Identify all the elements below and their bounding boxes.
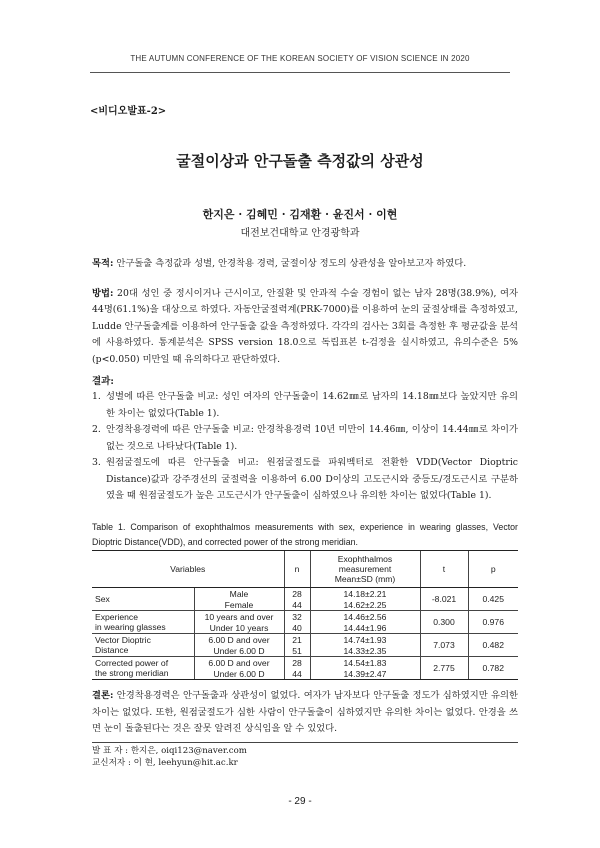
variable-label-line2: Distance xyxy=(95,645,129,655)
variable-label: Experience xyxy=(95,612,138,622)
result-item-text: 성별에 따른 안구돌출 비교: 성인 여자의 안구돌출이 14.62㎜로 남자의 14.18㎜보다 높았지만 유의한 차이는 없었다(Table 1). xyxy=(106,391,518,419)
corresponding-footnote: 교신저자 : 이 현, leehyun@hit.ac.kr xyxy=(92,758,238,768)
p-cell: 0.425 xyxy=(468,588,518,611)
conclusion-heading: 결론: xyxy=(92,690,114,701)
level-cell: Male xyxy=(194,588,284,600)
conclusion-section xyxy=(92,688,518,738)
level-cell: Under 6.00 D xyxy=(194,645,284,657)
n-cell: 28 xyxy=(284,588,310,600)
variable-cell xyxy=(92,657,194,680)
n-cell: 51 xyxy=(284,645,310,657)
authors: 한지은 · 김혜민 · 김재환 · 윤진서 · 이현 xyxy=(202,208,398,221)
level-cell: Under 10 years xyxy=(194,622,284,634)
t-cell: 0.300 xyxy=(420,611,468,634)
mean-cell: 14.39±2.47 xyxy=(310,668,420,680)
table-row xyxy=(92,611,518,623)
results-heading: 결과: xyxy=(92,376,114,387)
result-item-text: 원점굴절도에 따른 안구돌출 비교: 원점굴절도를 파워벡터로 전환한 VDD(Vector Dioptric Distance)값과 강주경선의 굴절력을 이용하여 6.00 D이상의 고도근시와 중등도/경도근시로 구분하였을 때 원점굴절도가 높은 고도근시가 안구돌출이 심하였으나 유의한 차이는 없었다(Table 1). xyxy=(106,457,518,502)
affiliation: 대전보건대학교 안경광학과 xyxy=(240,228,360,239)
p-cell: 0.482 xyxy=(468,634,518,657)
result-item-2 xyxy=(92,422,518,455)
variable-label: Corrected power of xyxy=(95,658,169,668)
table-row xyxy=(92,588,518,600)
mean-cell: 14.33±2.35 xyxy=(310,645,420,657)
result-item-text: 안경착용경력에 따른 안구돌출 비교: 안경착용경력 10년 미만이 14.46㎜, 이상이 14.44㎜로 차이가 없는 것으로 나타났다(Table 1). xyxy=(106,424,518,452)
page-number: - 29 - xyxy=(288,796,312,807)
mean-cell: 14.44±1.96 xyxy=(310,622,420,634)
n-cell: 44 xyxy=(284,668,310,680)
method-section xyxy=(92,286,518,368)
n-cell: 40 xyxy=(284,622,310,634)
p-cell: 0.782 xyxy=(468,657,518,680)
variable-label-line2: the strong meridian xyxy=(95,668,169,678)
variable-cell xyxy=(92,588,194,611)
variable-label-line2: in wearing glasses xyxy=(95,622,166,632)
p-cell: 0.976 xyxy=(468,611,518,634)
level-cell: 6.00 D and over xyxy=(194,657,284,669)
purpose-text: 안구돌출 측정값과 성별, 안경착용 경력, 굴절이상 정도의 상관성을 알아보고자 하였다. xyxy=(113,258,467,269)
presenter-footnote: 발 표 자 : 한지은, oiqi123@naver.com xyxy=(92,746,247,756)
level-cell: Under 6.00 D xyxy=(194,668,284,680)
purpose-section xyxy=(92,256,518,272)
level-cell: 10 years and over xyxy=(194,611,284,623)
header-exo-line1: Exophthalmos xyxy=(337,554,393,564)
mean-cell: 14.46±2.56 xyxy=(310,611,420,623)
n-cell: 44 xyxy=(284,599,310,611)
table-row xyxy=(92,634,518,646)
conclusion-text: 안경착용경력은 안구돌출과 상관성이 없었다. 여자가 남자보다 안구돌출 정도가 심하였지만 유의한 차이는 없었다. 또한, 원점굴절도가 심한 사람이 안구돌출이 심하였지만 유의한 차이는 없었다. 안경을 쓰면 눈이 돌출된다는 것은 잘못 알려진 상식임을 알 수 있었다. xyxy=(92,690,518,735)
header-exo-line2: measurement xyxy=(338,564,392,574)
mean-cell: 14.18±2.21 xyxy=(310,588,420,600)
variable-label: Vector Dioptric xyxy=(95,635,151,645)
variable-cell xyxy=(92,611,194,634)
result-item-3 xyxy=(92,455,518,505)
t-cell: -8.021 xyxy=(420,588,468,611)
level-cell: Female xyxy=(194,599,284,611)
comparison-table xyxy=(92,550,518,680)
level-cell: 6.00 D and over xyxy=(194,634,284,646)
mean-cell: 14.74±1.93 xyxy=(310,634,420,646)
header-t: t xyxy=(420,551,468,588)
paper-title: 굴절이상과 안구돌출 측정값의 상관성 xyxy=(176,152,424,170)
header-n: n xyxy=(284,551,310,588)
result-item-number: 1. xyxy=(92,391,101,402)
t-cell: 7.073 xyxy=(420,634,468,657)
header-variables: Variables xyxy=(92,551,284,588)
header-exophthalmos xyxy=(310,551,420,588)
n-cell: 28 xyxy=(284,657,310,669)
purpose-heading: 목적: xyxy=(92,258,114,269)
n-cell: 21 xyxy=(284,634,310,646)
result-item-1 xyxy=(92,389,518,422)
method-heading: 방법: xyxy=(92,288,114,299)
variable-label: Sex xyxy=(95,594,110,604)
header-exo-line3: Mean±SD (mm) xyxy=(334,574,396,584)
table-row xyxy=(92,657,518,669)
footnote-separator xyxy=(92,742,518,743)
result-item-number: 2. xyxy=(92,424,101,435)
session-label: <비디오발표-2> xyxy=(90,106,167,117)
conference-header: THE AUTUMN CONFERENCE OF THE KOREAN SOCIETY OF VISION SCIENCE IN 2020 xyxy=(130,54,470,63)
n-cell: 32 xyxy=(284,611,310,623)
mean-cell: 14.54±1.83 xyxy=(310,657,420,669)
result-item-number: 3. xyxy=(92,457,101,468)
header-p: p xyxy=(468,551,518,588)
variable-cell xyxy=(92,634,194,657)
mean-cell: 14.62±2.25 xyxy=(310,599,420,611)
method-text: 20대 성인 중 정시이거나 근시이고, 안질환 및 안과적 수술 경험이 없는 남자 28명(38.9%), 여자 44명(61.1%)을 대상으로 하였다. 자동안굴절력계(PRK-7000)를 이용하여 눈의 굴절상태를 측정하였고, Ludde 안구돌출계를 이용하여 안구돌출 값을 측정하였다. 각각의 검사는 3회를 측정한 후 평균값을 분석에 사용하였다. 통계분석은 SPSS version 18.0으로 독립표본 t-검정을 실시하였고, 유의수준은 5%(p<0.050) 미만일 때 유의하다고 판단하였다. xyxy=(92,288,518,365)
t-cell: 2.775 xyxy=(420,657,468,680)
header-rule xyxy=(90,72,510,73)
table-header-row xyxy=(92,551,518,588)
table-caption: Table 1. Comparison of exophthalmos measurements with sex, experience in wearing glasses, Vector Dioptric Distance(VDD), and corrected power of the strong meridian. xyxy=(92,522,518,547)
